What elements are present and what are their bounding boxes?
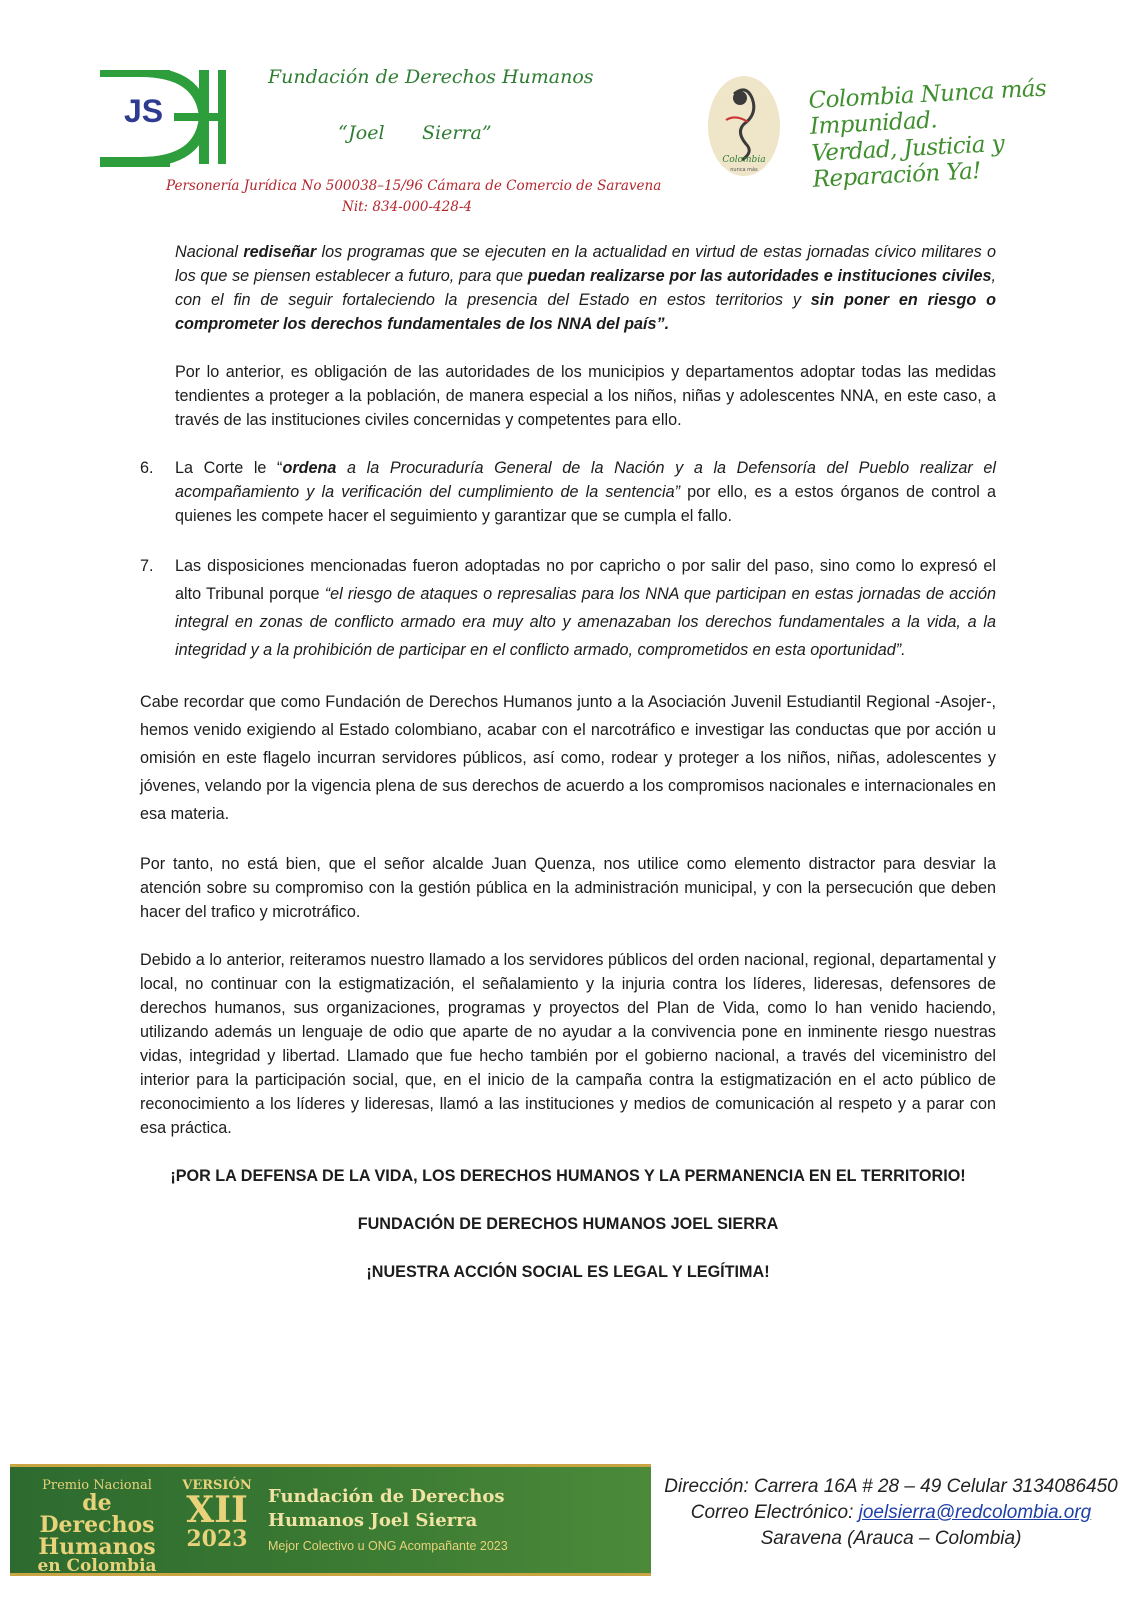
- city: Saravena (Arauca – Colombia): [760, 1528, 1022, 1549]
- email-link[interactable]: joelsierra@redcolombia.org: [858, 1502, 1092, 1523]
- award-banner: [10, 1464, 651, 1576]
- banner-category: Mejor Colectivo u ONG Acompañante 2023: [268, 1539, 508, 1553]
- slogan-line-2: Verdad, Justicia y Reparación Ya!: [810, 130, 1005, 194]
- paragraph-continuation: Nacional rediseñar los programas que se ejecuten en la actualidad en virtud de estas jornadas cívico militares o los que se piensen establecer a futuro, para que puedan realizarse por las autoridades e instituciones civiles, con el fin de seguir fortaleciendo la presencia del Estado en estos territorios y sin poner en riesgo o comprometer los derechos fundamentales de los NNA del país”.: [175, 243, 996, 333]
- list-item-7: [140, 552, 996, 664]
- list-number: 6.: [140, 459, 154, 477]
- org-sub-first: “Joel: [338, 122, 385, 144]
- slogan-accion-social: ¡NUESTRA ACCIÓN SOCIAL ES LEGAL Y LEGÍTIMA!: [366, 1263, 770, 1281]
- list-number: 7.: [140, 557, 154, 575]
- list-text: La Corte le “ordena a la Procuraduría General de la Nación y a la Defensoría del Pueblo realizar el acompañamiento y la verificación del cumplimiento de la sentencia” por ello, es a estos órganos de control a quienes les compete hacer el seguimiento y garantizar que se cumpla el fallo.: [175, 459, 997, 525]
- paragraph-llamado: Debido a lo anterior, reiteramos nuestro llamado a los servidores públicos del orden nacional, regional, departamental y local, no continuar con la estigmatización, el señalamiento y la injuria contra los líderes, lideresas, defensores de derechos humanos, sus organizaciones, programas y proyectos del Plan de Vida, como lo han venido haciendo, utilizando además un lenguaje de odio que aparte de no ayudar a la convivencia pone en inminente riesgo nuestras vidas, integridad y libertad. Llamado que fue hecho también por el gobierno nacional, a través del viceministro del interior para la participación social, que, en el inicio de la campaña contra la estigmatización en el acto público de reconocimiento a los líderes y lideresas, llamó a las instituciones y medios de comunicación al respeto y a parar con esa práctica.: [140, 951, 996, 1137]
- email-line: Correo Electrónico: joelsierra@redcolombia.org: [690, 1502, 1092, 1523]
- letterhead: [0, 0, 1131, 225]
- slogan-line-1: Colombia Nunca más Impunidad.: [808, 75, 1047, 141]
- org-sub-last: Sierra”: [422, 122, 492, 144]
- list-item-6: [140, 456, 996, 528]
- banner-org-name: Fundación de Derechos Humanos Joel Sierra: [268, 1486, 505, 1531]
- document-body: [140, 240, 996, 1308]
- campaign-slogan: [808, 71, 1131, 194]
- paragraph-obligation: Por lo anterior, es obligación de las autoridades de los municipios y departamentos adoptar todas las medidas tendientes a proteger a la población, de manera especial a los niños, niñas y adolescentes NNA, en este caso, a través de las instituciones civiles concernidas y competentes para ello.: [175, 363, 996, 429]
- campaign-logo-text: Colombia: [722, 155, 766, 165]
- contact-info: [660, 1474, 1122, 1552]
- org-name: Fundación de Derechos Humanos: [268, 66, 594, 88]
- campaign-logo-small: nunca más: [730, 167, 758, 173]
- colombia-nunca-mas-logo-icon: [706, 74, 782, 178]
- signature: FUNDACIÓN DE DERECHOS HUMANOS JOEL SIERRA: [357, 1215, 779, 1233]
- paragraph-asojer: Cabe recordar que como Fundación de Derechos Humanos junto a la Asociación Juvenil Estudiantil Regional -Asojer-, hemos venido exigiendo al Estado colombiano, acabar con el narcotráfico e investigar las conductas que por acción u omisión en este flagelo incurran servidores públicos, así como, rodear y proteger a los niños, niñas, adolescentes y jóvenes, velando por la vigencia plena de sus derechos de acuerdo a los compromisos nacionales e internacionales en esa materia.: [140, 693, 996, 823]
- version-badge: VERSIÓN XII 2023: [182, 1478, 252, 1552]
- js-logo-icon: [100, 70, 228, 174]
- nit: Nit: 834-000-428-4: [342, 199, 472, 215]
- premio-badge: Premio Nacional de Derechos Humanos en Colombia: [37, 1478, 157, 1576]
- list-text: Las disposiciones mencionadas fueron adoptadas no por capricho o por salir del paso, sino como lo expresó el alto Tribunal porque “el riesgo de ataques o represalias para los NNA que participan en estas jornadas de acción integral en zonas de conflicto armado era muy alto y amenazaban los derechos fundamentales a la vida, a la integridad y a la prohibición de participar en el conflicto armado, comprometidos en esta oportunidad”.: [175, 557, 997, 659]
- address: Dirección: Carrera 16A # 28 – 49 Celular 3134086450: [664, 1476, 1118, 1497]
- personeria-juridica: Personería Jurídica No 500038–15/96 Cámara de Comercio de Saravena: [166, 178, 662, 194]
- slogan-defensa-vida: ¡POR LA DEFENSA DE LA VIDA, LOS DERECHOS HUMANOS Y LA PERMANENCIA EN EL TERRITORIO!: [170, 1167, 966, 1185]
- paragraph-alcalde: Por tanto, no está bien, que el señor alcalde Juan Quenza, nos utilice como elemento distractor para desviar la atención sobre su compromiso con la gestión pública en la administración municipal, y con la persecución que deben hacer del trafico y microtráfico.: [140, 855, 996, 921]
- logo-initials: JS: [124, 93, 164, 129]
